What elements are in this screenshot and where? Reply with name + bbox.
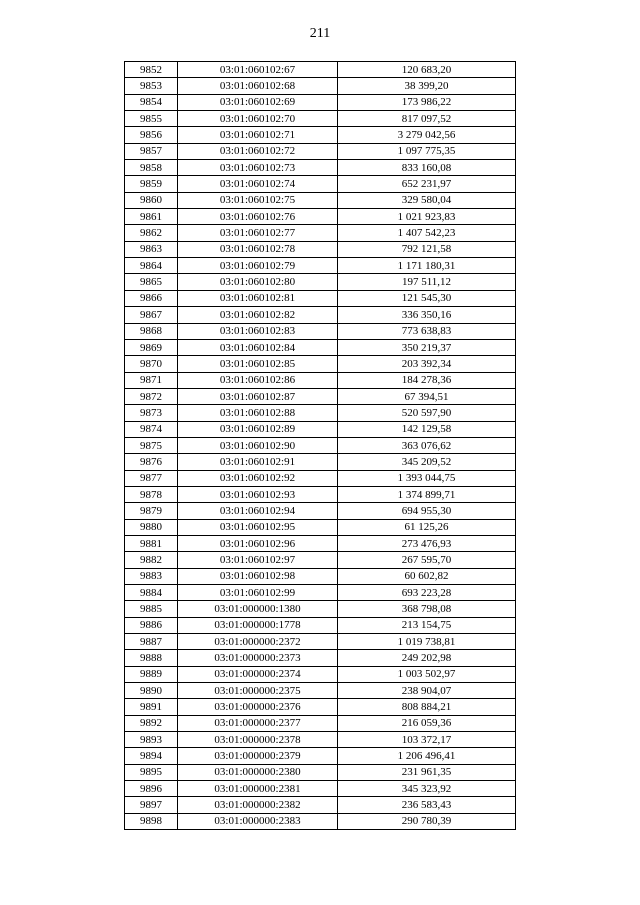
cadastral-value-cell: 1 021 923,83 <box>338 209 516 225</box>
cadastral-value-cell: 833 160,08 <box>338 160 516 176</box>
cadastral-number-cell: 03:01:060102:88 <box>178 405 338 421</box>
row-number-cell: 9893 <box>125 732 178 748</box>
table-row <box>125 307 516 323</box>
cadastral-number-cell: 03:01:060102:89 <box>178 421 338 437</box>
cadastral-value-cell: 363 076,62 <box>338 437 516 453</box>
table-row <box>125 225 516 241</box>
cadastral-number-cell: 03:01:060102:82 <box>178 307 338 323</box>
cadastral-value-cell: 817 097,52 <box>338 111 516 127</box>
table-row <box>125 519 516 535</box>
row-number-cell: 9866 <box>125 290 178 306</box>
cadastral-value-cell: 345 323,92 <box>338 781 516 797</box>
cadastral-number-cell: 03:01:060102:95 <box>178 519 338 535</box>
row-number-cell: 9860 <box>125 192 178 208</box>
cadastral-value-cell: 652 231,97 <box>338 176 516 192</box>
row-number-cell: 9859 <box>125 176 178 192</box>
table-row <box>125 143 516 159</box>
cadastral-number-cell: 03:01:060102:68 <box>178 78 338 94</box>
cadastral-number-cell: 03:01:000000:2372 <box>178 634 338 650</box>
cadastral-value-cell: 520 597,90 <box>338 405 516 421</box>
table-row <box>125 274 516 290</box>
table-row <box>125 486 516 502</box>
cadastral-value-cell: 60 602,82 <box>338 568 516 584</box>
row-number-cell: 9873 <box>125 405 178 421</box>
cadastral-value-cell: 197 511,12 <box>338 274 516 290</box>
row-number-cell: 9886 <box>125 617 178 633</box>
table-row <box>125 421 516 437</box>
table-row <box>125 715 516 731</box>
cadastral-number-cell: 03:01:060102:93 <box>178 486 338 502</box>
row-number-cell: 9898 <box>125 813 178 829</box>
cadastral-value-cell: 808 884,21 <box>338 699 516 715</box>
cadastral-value-cell: 1 407 542,23 <box>338 225 516 241</box>
cadastral-number-cell: 03:01:000000:2383 <box>178 813 338 829</box>
cadastral-number-cell: 03:01:060102:94 <box>178 503 338 519</box>
table-row <box>125 160 516 176</box>
cadastral-value-cell: 120 683,20 <box>338 62 516 78</box>
row-number-cell: 9854 <box>125 94 178 110</box>
row-number-cell: 9868 <box>125 323 178 339</box>
row-number-cell: 9862 <box>125 225 178 241</box>
table-row <box>125 454 516 470</box>
cadastral-value-cell: 693 223,28 <box>338 585 516 601</box>
cadastral-number-cell: 03:01:060102:83 <box>178 323 338 339</box>
row-number-cell: 9870 <box>125 356 178 372</box>
row-number-cell: 9877 <box>125 470 178 486</box>
table-row <box>125 388 516 404</box>
cadastral-number-cell: 03:01:060102:79 <box>178 258 338 274</box>
cadastral-number-cell: 03:01:060102:96 <box>178 535 338 551</box>
row-number-cell: 9861 <box>125 209 178 225</box>
row-number-cell: 9883 <box>125 568 178 584</box>
cadastral-value-cell: 3 279 042,56 <box>338 127 516 143</box>
cadastral-number-cell: 03:01:060102:84 <box>178 339 338 355</box>
cadastral-number-cell: 03:01:000000:2381 <box>178 781 338 797</box>
cadastral-value-cell: 103 372,17 <box>338 732 516 748</box>
table-row <box>125 78 516 94</box>
cadastral-number-cell: 03:01:000000:2378 <box>178 732 338 748</box>
row-number-cell: 9888 <box>125 650 178 666</box>
row-number-cell: 9879 <box>125 503 178 519</box>
table-row <box>125 192 516 208</box>
cadastral-value-cell: 142 129,58 <box>338 421 516 437</box>
table-row <box>125 503 516 519</box>
table-row <box>125 666 516 682</box>
cadastral-value-cell: 61 125,26 <box>338 519 516 535</box>
cadastral-number-cell: 03:01:060102:86 <box>178 372 338 388</box>
row-number-cell: 9895 <box>125 764 178 780</box>
cadastral-value-cell: 1 206 496,41 <box>338 748 516 764</box>
cadastral-value-cell: 173 986,22 <box>338 94 516 110</box>
cadastral-value-cell: 238 904,07 <box>338 683 516 699</box>
cadastral-number-cell: 03:01:060102:75 <box>178 192 338 208</box>
row-number-cell: 9857 <box>125 143 178 159</box>
table-row <box>125 650 516 666</box>
table-row <box>125 732 516 748</box>
row-number-cell: 9876 <box>125 454 178 470</box>
table-row <box>125 241 516 257</box>
cadastral-number-cell: 03:01:060102:97 <box>178 552 338 568</box>
row-number-cell: 9867 <box>125 307 178 323</box>
table-row <box>125 356 516 372</box>
row-number-cell: 9864 <box>125 258 178 274</box>
row-number-cell: 9852 <box>125 62 178 78</box>
cadastral-value-cell: 694 955,30 <box>338 503 516 519</box>
table-row <box>125 209 516 225</box>
cadastral-value-cell: 38 399,20 <box>338 78 516 94</box>
cadastral-value-cell: 350 219,37 <box>338 339 516 355</box>
table-row <box>125 568 516 584</box>
cadastral-value-cell: 236 583,43 <box>338 797 516 813</box>
table-row <box>125 601 516 617</box>
table-row <box>125 764 516 780</box>
table-row <box>125 405 516 421</box>
cadastral-value-cell: 773 638,83 <box>338 323 516 339</box>
cadastral-value-cell: 203 392,34 <box>338 356 516 372</box>
row-number-cell: 9894 <box>125 748 178 764</box>
row-number-cell: 9880 <box>125 519 178 535</box>
table-row <box>125 748 516 764</box>
cadastral-number-cell: 03:01:060102:77 <box>178 225 338 241</box>
cadastral-number-cell: 03:01:000000:2374 <box>178 666 338 682</box>
cadastral-number-cell: 03:01:060102:90 <box>178 437 338 453</box>
cadastral-value-cell: 1 393 044,75 <box>338 470 516 486</box>
row-number-cell: 9890 <box>125 683 178 699</box>
cadastral-number-cell: 03:01:000000:2382 <box>178 797 338 813</box>
cadastral-number-cell: 03:01:060102:92 <box>178 470 338 486</box>
row-number-cell: 9891 <box>125 699 178 715</box>
table-row <box>125 634 516 650</box>
row-number-cell: 9856 <box>125 127 178 143</box>
table-row <box>125 323 516 339</box>
row-number-cell: 9878 <box>125 486 178 502</box>
table-row <box>125 94 516 110</box>
cadastral-number-cell: 03:01:000000:2376 <box>178 699 338 715</box>
table-row <box>125 290 516 306</box>
table-row <box>125 535 516 551</box>
cadastral-number-cell: 03:01:060102:98 <box>178 568 338 584</box>
row-number-cell: 9871 <box>125 372 178 388</box>
cadastral-value-cell: 336 350,16 <box>338 307 516 323</box>
cadastral-number-cell: 03:01:060102:71 <box>178 127 338 143</box>
cadastral-value-cell: 1 003 502,97 <box>338 666 516 682</box>
table-body <box>125 62 516 830</box>
table-row <box>125 585 516 601</box>
row-number-cell: 9884 <box>125 585 178 601</box>
cadastral-number-cell: 03:01:060102:85 <box>178 356 338 372</box>
cadastral-number-cell: 03:01:000000:1380 <box>178 601 338 617</box>
cadastral-value-cell: 231 961,35 <box>338 764 516 780</box>
row-number-cell: 9869 <box>125 339 178 355</box>
cadastral-value-cell: 290 780,39 <box>338 813 516 829</box>
cadastral-value-cell: 216 059,36 <box>338 715 516 731</box>
row-number-cell: 9853 <box>125 78 178 94</box>
cadastral-number-cell: 03:01:000000:2373 <box>178 650 338 666</box>
table-row <box>125 470 516 486</box>
cadastral-value-cell: 273 476,93 <box>338 535 516 551</box>
cadastral-value-cell: 368 798,08 <box>338 601 516 617</box>
cadastral-value-cell: 267 595,70 <box>338 552 516 568</box>
table-row <box>125 437 516 453</box>
row-number-cell: 9887 <box>125 634 178 650</box>
cadastral-number-cell: 03:01:060102:69 <box>178 94 338 110</box>
table-row <box>125 176 516 192</box>
cadastral-value-cell: 1 374 899,71 <box>338 486 516 502</box>
cadastral-number-cell: 03:01:060102:72 <box>178 143 338 159</box>
table-row <box>125 781 516 797</box>
cadastral-number-cell: 03:01:000000:2375 <box>178 683 338 699</box>
table-row <box>125 111 516 127</box>
cadastral-value-cell: 1 019 738,81 <box>338 634 516 650</box>
row-number-cell: 9875 <box>125 437 178 453</box>
cadastral-number-cell: 03:01:060102:74 <box>178 176 338 192</box>
cadastral-value-cell: 792 121,58 <box>338 241 516 257</box>
table-row <box>125 62 516 78</box>
row-number-cell: 9865 <box>125 274 178 290</box>
cadastral-number-cell: 03:01:060102:73 <box>178 160 338 176</box>
cadastral-number-cell: 03:01:060102:81 <box>178 290 338 306</box>
row-number-cell: 9889 <box>125 666 178 682</box>
table-row <box>125 372 516 388</box>
cadastral-value-cell: 249 202,98 <box>338 650 516 666</box>
table-row <box>125 683 516 699</box>
cadastral-number-cell: 03:01:060102:76 <box>178 209 338 225</box>
cadastral-value-table <box>124 61 516 830</box>
cadastral-value-cell: 121 545,30 <box>338 290 516 306</box>
cadastral-number-cell: 03:01:060102:87 <box>178 388 338 404</box>
cadastral-number-cell: 03:01:060102:70 <box>178 111 338 127</box>
row-number-cell: 9858 <box>125 160 178 176</box>
row-number-cell: 9881 <box>125 535 178 551</box>
page-number: 211 <box>309 26 331 41</box>
row-number-cell: 9872 <box>125 388 178 404</box>
cadastral-number-cell: 03:01:000000:1778 <box>178 617 338 633</box>
cadastral-number-cell: 03:01:060102:67 <box>178 62 338 78</box>
table-row <box>125 258 516 274</box>
table-row <box>125 127 516 143</box>
cadastral-value-cell: 213 154,75 <box>338 617 516 633</box>
cadastral-number-cell: 03:01:000000:2379 <box>178 748 338 764</box>
table-row <box>125 813 516 829</box>
row-number-cell: 9896 <box>125 781 178 797</box>
cadastral-number-cell: 03:01:060102:99 <box>178 585 338 601</box>
cadastral-number-cell: 03:01:000000:2380 <box>178 764 338 780</box>
cadastral-number-cell: 03:01:060102:91 <box>178 454 338 470</box>
row-number-cell: 9892 <box>125 715 178 731</box>
table-row <box>125 617 516 633</box>
cadastral-number-cell: 03:01:000000:2377 <box>178 715 338 731</box>
row-number-cell: 9874 <box>125 421 178 437</box>
cadastral-number-cell: 03:01:060102:80 <box>178 274 338 290</box>
cadastral-number-cell: 03:01:060102:78 <box>178 241 338 257</box>
cadastral-value-cell: 1 097 775,35 <box>338 143 516 159</box>
row-number-cell: 9885 <box>125 601 178 617</box>
row-number-cell: 9855 <box>125 111 178 127</box>
row-number-cell: 9897 <box>125 797 178 813</box>
table-row <box>125 339 516 355</box>
row-number-cell: 9882 <box>125 552 178 568</box>
table-row <box>125 699 516 715</box>
row-number-cell: 9863 <box>125 241 178 257</box>
cadastral-value-cell: 1 171 180,31 <box>338 258 516 274</box>
table-row <box>125 797 516 813</box>
table-row <box>125 552 516 568</box>
cadastral-value-cell: 345 209,52 <box>338 454 516 470</box>
cadastral-value-cell: 329 580,04 <box>338 192 516 208</box>
cadastral-value-cell: 67 394,51 <box>338 388 516 404</box>
cadastral-value-cell: 184 278,36 <box>338 372 516 388</box>
